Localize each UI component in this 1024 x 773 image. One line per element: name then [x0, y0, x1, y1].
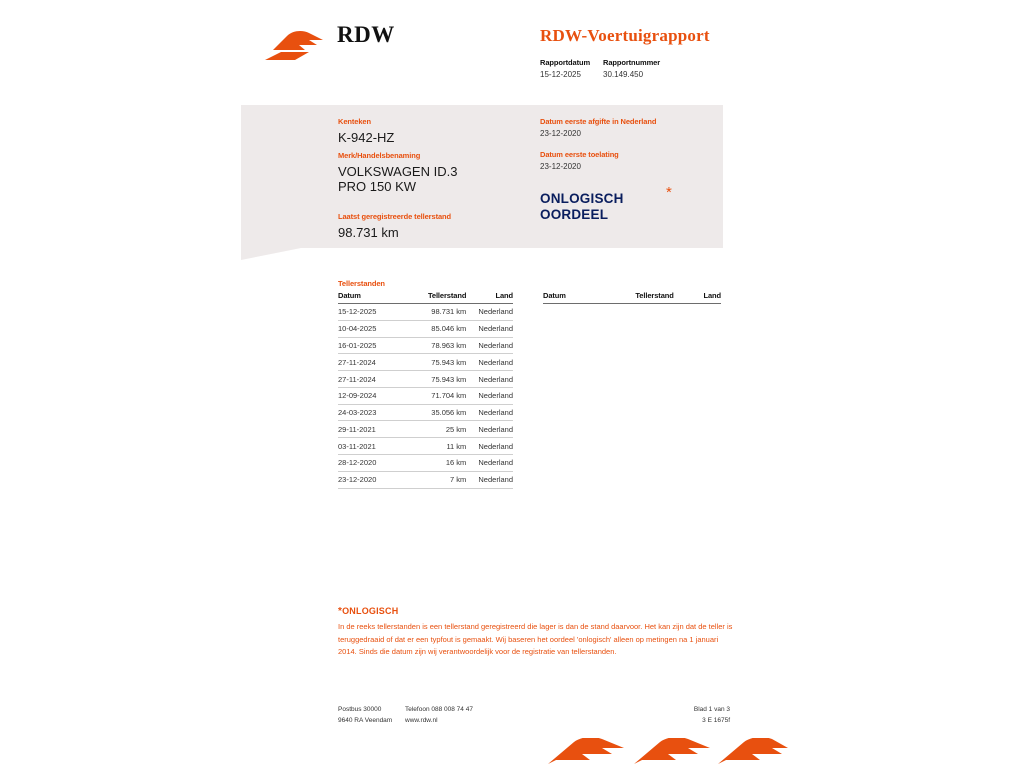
footer-contact — [405, 704, 473, 726]
kenteken-value: K-942-HZ — [338, 130, 395, 145]
cell-land: Nederland — [468, 371, 513, 388]
first-registration-nl-field — [540, 117, 656, 138]
column-header-land: Land — [676, 291, 721, 304]
footer-page-number: Blad 1 van 3 — [693, 706, 730, 713]
vehicle-summary-panel — [241, 105, 723, 248]
table-row — [338, 421, 513, 438]
footer-address-line2: 9640 RA Veendam — [338, 717, 393, 724]
cell-land: Nederland — [468, 387, 513, 404]
merk-value-line2: PRO 150 KW — [338, 179, 417, 194]
footnote-title — [338, 606, 398, 617]
column-header-tellerstand: Tellerstand — [409, 291, 468, 304]
cell-land: Nederland — [468, 438, 513, 455]
cell-tellerstand: 78.963 km — [409, 337, 468, 354]
cell-land: Nederland — [468, 337, 513, 354]
cell-datum: 12-09-2024 — [338, 387, 409, 404]
footer-website[interactable]: www.rdw.nl — [405, 717, 438, 724]
merk-field — [338, 151, 457, 194]
kenteken-field — [338, 117, 394, 145]
first-admission-value: 23-12-2020 — [540, 162, 581, 171]
report-date-label: Rapportdatum — [540, 58, 591, 67]
column-header-tellerstand: Tellerstand — [615, 291, 675, 304]
column-header-datum: Datum — [338, 291, 409, 304]
footnote-body: In de reeks tellerstanden is een tellerstand geregistreerd die lager is dan de stand daarvoor. Het kan zijn dat de teller is teruggedraaid of dat er een typfout is gemaakt. Wij baseren het oordeel 'onlogisch' alleen op metingen na 1 januari 2014. Sinds die datum zijn wij verantwoordelijk voor de registratie van tellerstanden. — [338, 622, 733, 656]
cell-land: Nederland — [468, 471, 513, 488]
rdw-arrow-logo-icon — [265, 30, 327, 62]
cell-datum: 23-12-2020 — [338, 471, 409, 488]
cell-tellerstand: 35.056 km — [409, 404, 468, 421]
last-odometer-field — [338, 212, 451, 240]
table-header-row — [543, 291, 721, 304]
table-row — [338, 304, 513, 321]
cell-tellerstand: 75.943 km — [409, 371, 468, 388]
rdw-logo-block — [265, 22, 465, 72]
page-title: RDW-Voertuigrapport — [540, 26, 710, 45]
table-header-row — [338, 291, 513, 304]
cell-datum: 10-04-2025 — [338, 320, 409, 337]
table-row — [338, 320, 513, 337]
cell-tellerstand: 75.943 km — [409, 354, 468, 371]
first-registration-nl-label: Datum eerste afgifte in Nederland — [540, 117, 657, 126]
footer-phone: Telefoon 088 008 74 47 — [405, 706, 473, 713]
kenteken-label: Kenteken — [338, 117, 371, 126]
cell-land: Nederland — [468, 354, 513, 371]
odometer-section-title: Tellerstanden — [338, 279, 385, 288]
cell-tellerstand: 11 km — [409, 438, 468, 455]
cell-datum: 27-11-2024 — [338, 371, 409, 388]
merk-label: Merk/Handelsbenaming — [338, 151, 421, 160]
table-row — [338, 337, 513, 354]
cell-land: Nederland — [468, 320, 513, 337]
table-row — [338, 455, 513, 472]
table-row — [338, 404, 513, 421]
footnote-title-text: ONLOGISCH — [342, 606, 399, 616]
cell-tellerstand: 85.046 km — [409, 320, 468, 337]
cell-tellerstand: 16 km — [409, 455, 468, 472]
panel-notch-decoration — [241, 248, 301, 260]
verdict-line-2: OORDEEL — [540, 207, 609, 222]
rdw-bottom-graphic-icon — [548, 738, 788, 768]
cell-land: Nederland — [468, 421, 513, 438]
footer-address — [338, 704, 392, 726]
odometer-table-right — [543, 291, 721, 304]
cell-tellerstand: 71.704 km — [409, 387, 468, 404]
report-number-label: Rapportnummer — [603, 58, 661, 67]
first-registration-nl-value: 23-12-2020 — [540, 129, 581, 138]
cell-datum: 27-11-2024 — [338, 354, 409, 371]
cell-tellerstand: 98.731 km — [409, 304, 468, 321]
cell-tellerstand: 7 km — [409, 471, 468, 488]
verdict-asterisk: * — [666, 184, 672, 201]
merk-value-line1: VOLKSWAGEN ID.3 — [338, 164, 458, 179]
report-number-value: 30.149.450 — [603, 70, 644, 79]
last-odometer-value: 98.731 km — [338, 225, 399, 240]
cell-datum: 29-11-2021 — [338, 421, 409, 438]
verdict-badge — [540, 191, 624, 223]
column-header-datum: Datum — [543, 291, 615, 304]
footer-form-code: 3 E 1675f — [702, 717, 730, 724]
last-odometer-label: Laatst geregistreerde tellerstand — [338, 212, 451, 221]
cell-datum: 24-03-2023 — [338, 404, 409, 421]
table-row — [338, 471, 513, 488]
table-row — [338, 387, 513, 404]
odometer-table-left — [338, 291, 513, 489]
cell-land: Nederland — [468, 404, 513, 421]
cell-datum: 15-12-2025 — [338, 304, 409, 321]
cell-datum: 16-01-2025 — [338, 337, 409, 354]
brand-name: RDW — [337, 22, 395, 47]
column-header-land: Land — [468, 291, 513, 304]
table-row — [338, 438, 513, 455]
first-admission-field — [540, 150, 619, 171]
report-date — [540, 58, 590, 79]
first-admission-label: Datum eerste toelating — [540, 150, 619, 159]
cell-land: Nederland — [468, 304, 513, 321]
footnote-asterisk: * — [338, 606, 343, 617]
odometer-table-body — [338, 304, 513, 489]
cell-datum: 28-12-2020 — [338, 455, 409, 472]
footer-address-line1: Postbus 30000 — [338, 706, 382, 713]
report-number — [603, 58, 660, 79]
cell-tellerstand: 25 km — [409, 421, 468, 438]
report-date-value: 15-12-2025 — [540, 70, 581, 79]
cell-datum: 03-11-2021 — [338, 438, 409, 455]
cell-land: Nederland — [468, 455, 513, 472]
verdict-line-1: ONLOGISCH — [540, 191, 624, 206]
table-row — [338, 371, 513, 388]
table-row — [338, 354, 513, 371]
footer-pagination — [660, 704, 730, 726]
